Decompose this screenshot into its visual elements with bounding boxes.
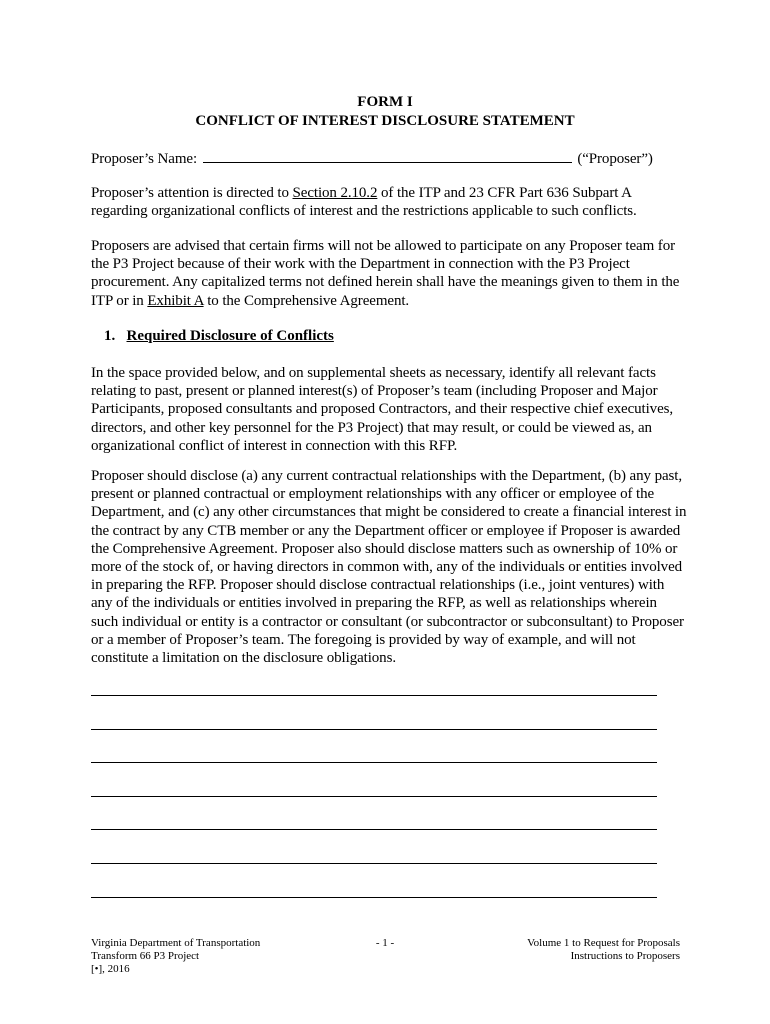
footer-left <box>91 937 260 976</box>
paragraph-attention <box>91 184 681 220</box>
paragraph-advised-text-2: to the Comprehensive Agreement. <box>203 292 410 309</box>
paragraph-attention-text-1: Proposer’s attention is directed to <box>91 185 293 201</box>
page-number: - 1 - <box>375 937 395 949</box>
section-title: Required Disclosure of Conflicts <box>126 328 334 344</box>
disclosure-line-2[interactable] <box>91 729 657 730</box>
paragraph-attention-text-2: of the ITP and 23 CFR Part 636 Subpart A regarding organizational conflicts of interest and the restrictions applicable to such conflicts. <box>91 185 637 220</box>
paragraph-advised <box>91 237 683 310</box>
proposer-name-suffix: (“Proposer”) <box>577 151 653 167</box>
footer-volume: Volume 1 to Request for Proposals <box>527 937 680 949</box>
footer-project: Transform 66 P3 Project <box>91 950 200 962</box>
proposer-name-field[interactable] <box>203 148 572 163</box>
form-label: FORM I <box>357 94 413 110</box>
page-title: CONFLICT OF INTEREST DISCLOSURE STATEMENT <box>195 113 575 129</box>
section-number: 1. <box>104 328 116 344</box>
disclosure-line-6[interactable] <box>91 863 657 864</box>
proposer-name-label: Proposer’s Name: <box>91 151 198 167</box>
proposer-name-row <box>91 148 691 168</box>
footer-agency: Virginia Department of Transportation <box>91 937 261 949</box>
footer-right <box>527 937 680 963</box>
disclosure-line-3[interactable] <box>91 762 657 763</box>
disclosure-line-1[interactable] <box>91 695 657 696</box>
footer-instructions: Instructions to Proposers <box>570 950 680 962</box>
paragraph-disclosure-instructions: In the space provided below, and on supplemental sheets as necessary, identify all relevant facts relating to past, present or planned interest(s) of Proposer’s team (including Proposer and Major Participants, proposed consultants and proposed Contractors, and their respective chief executives, directors, and other key personnel for the P3 Project) that may result, or could be viewed as, an organizational conflict of interest in connection with this RFP. <box>91 365 674 454</box>
paragraph-advised-text-1: Proposers are advised that certain firms will not be allowed to participate on any Proposer team for the P3 Project because of their work with the Department in connection with the P3 Project procurement. Any capitalized terms not defined herein shall have the meanings given to them in the ITP or in <box>91 238 680 309</box>
disclosure-line-5[interactable] <box>91 829 657 830</box>
section-reference-link: Section 2.10.2 <box>292 185 378 201</box>
paragraph-disclosure-details: Proposer should disclose (a) any current contractual relationships with the Department, (b) any past, present or planned contractual or employment relationships with any officer or employee of the Department, and (c) any other circumstances that might be considered to create a financial interest in the contract by any CTB member or any the Department officer or employee if Proposer is awarded the Comprehensive Agreement. Proposer also should disclose matters such as ownership of 10% or more of the stock of, or having directors in common with, any of the individuals or entities involved in preparing the RFP. Proposer should disclose contractual relationships (i.e., joint ventures) with any of the individuals or entities involved in preparing the RFP, as well as relationships wherein such individual or entity is a contractor or consultant (or subcontractor or subconsultant) to Proposer or a member of Proposer’s team. The foregoing is provided by way of example, and will not constitute a limitation on the disclosure obligations. <box>91 468 687 667</box>
disclosure-line-7[interactable] <box>91 897 657 898</box>
section-heading <box>104 327 334 345</box>
footer-date: [•], 2016 <box>91 963 130 975</box>
disclosure-line-4[interactable] <box>91 796 657 797</box>
exhibit-reference-link: Exhibit A <box>147 292 204 309</box>
